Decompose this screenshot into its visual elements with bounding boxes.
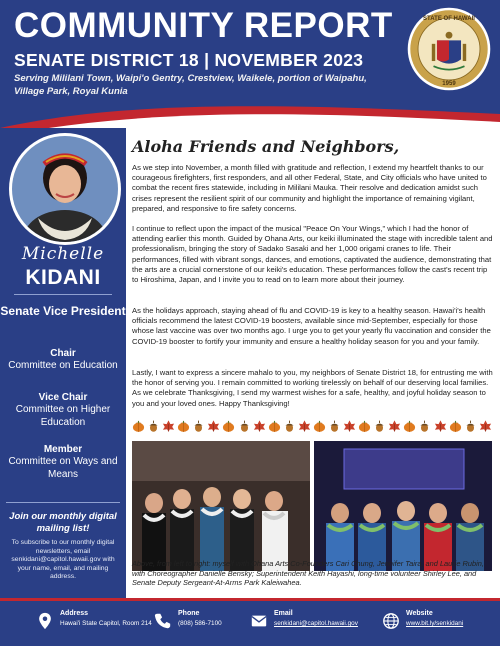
email-icon [250, 612, 268, 630]
main-content [132, 137, 492, 597]
mailing-list-title: Join our monthly digital mailing list! [9, 511, 117, 534]
website-link[interactable]: www.bit.ly/senkidani [406, 620, 464, 627]
address-label: Address [60, 610, 89, 617]
role-value-chair: Committee on Education [8, 360, 118, 371]
pumpkin-icon [403, 419, 416, 438]
acorn-icon [328, 419, 341, 438]
mailing-list-box [6, 502, 120, 594]
leaf-icon [479, 419, 492, 438]
photo-superintendent [314, 441, 492, 571]
seal-year: 1959 [442, 81, 456, 88]
acorn-icon [464, 419, 477, 438]
pumpkin-icon [132, 419, 145, 438]
seal-text: STATE OF HAWAII [423, 15, 475, 22]
acorn-icon [147, 419, 160, 438]
acorn-icon [418, 419, 431, 438]
senate-title: Senate Vice President [0, 304, 126, 318]
first-name-signature: Michelle [21, 244, 105, 264]
phone-label: Phone [178, 610, 200, 617]
footer-website [382, 610, 492, 640]
acorn-icon [283, 419, 296, 438]
acorn-icon [238, 419, 251, 438]
pumpkin-icon [222, 419, 235, 438]
footer-red-strip [0, 598, 500, 601]
photo-caption: Above, from left to right: myself with Ohana Arts Co-Founders Cari Chung, Jennifer Taira, and Laurie Rubin, with Choreographer Danielle Bensky; Superintendent Keith Hayashi, long-time volunteer Shirley Lee, and Senate Deputy Sergeant-At-Arms Park Kaleiwahea. [132, 559, 484, 588]
paragraph-4: Lastly, I want to express a sincere mahalo to you, my neighbors of Senate District 18, for entrusting me with the honor of serving you. I remain committed to working tirelessly on behalf of our deserving local families. As we celebrate Thanksgiving, I send my warmest wishes for a safe, healthy, and joyful holiday season to you and your loved ones. Happy Thanksgiving! [132, 368, 493, 408]
leaf-icon [434, 419, 447, 438]
autumn-decor-row [132, 420, 492, 436]
footer-email [250, 610, 370, 640]
leaf-icon [388, 419, 401, 438]
role-value-vice-chair: Committee on Higher Education [15, 404, 111, 428]
leaf-icon [298, 419, 311, 438]
website-label: Website [406, 610, 433, 617]
mailing-list-text: To subscribe to our monthly digital newsletters, email senkidani@capitol.hawaii.gov with your name, email, and mailing address. [11, 539, 115, 581]
pumpkin-icon [449, 419, 462, 438]
phone-icon [154, 612, 172, 630]
pumpkin-icon [358, 419, 371, 438]
greeting-heading: Aloha Friends and Neighbors, [132, 137, 400, 156]
email-label: Email [274, 610, 293, 617]
sidebar-divider [14, 294, 112, 295]
role-label-member: Member [43, 444, 83, 455]
acorn-icon [373, 419, 386, 438]
location-pin-icon [36, 612, 54, 630]
role-value-member: Committee on Ways and Means [8, 456, 118, 480]
leaf-icon [207, 419, 220, 438]
serving-areas: Serving Mililani Town, Waipi'o Gentry, Crestview, Waikele, portion of Waipahu, Village Park, Royal Kunia [14, 73, 367, 97]
last-name: KIDANI [25, 266, 101, 289]
address-value: Hawai'i State Capitol, Room 214 [60, 620, 152, 627]
leaf-icon [162, 419, 175, 438]
role-label-chair: Chair [50, 348, 76, 359]
role-label-vice-chair: Vice Chair [38, 392, 88, 403]
header-banner [0, 0, 500, 140]
phone-value: (808) 586-7100 [178, 620, 222, 627]
sidebar [0, 128, 126, 600]
footer [0, 598, 500, 646]
paragraph-1: As we step into November, a month filled with gratitude and reflection, I extend my heartfelt thanks to our courageous firefighters, first responders, and all other Federal, State, and City officials who have united to combat the recent fires statewide, including in Mililani Mauka. Their resolve and dedication amidst such crises represent the resilient spirit of our community and highlight the importance of remaining vigilant, prepared, and responsive to fire safety concerns. [132, 163, 487, 213]
state-seal-icon [406, 6, 492, 92]
pumpkin-icon [268, 419, 281, 438]
pumpkin-icon [313, 419, 326, 438]
report-subtitle: SENATE DISTRICT 18 | NOVEMBER 2023 [14, 50, 364, 70]
acorn-icon [192, 419, 205, 438]
globe-icon [382, 612, 400, 630]
leaf-icon [343, 419, 356, 438]
paragraph-3: As the holidays approach, staying ahead of flu and COVID-19 is key to a healthy season. Hawai'i's health officials recommend the latest COVID-19 boosters, available since mid-September, especially for those whose last vaccine was over two months ago. I urge you to get your yearly flu vaccination and consider the COVID-19 booster to fortify your immunity and ensure a healthy holiday season for you and your family. [132, 306, 491, 346]
pumpkin-icon [177, 419, 190, 438]
photo-ohana-arts [132, 441, 310, 571]
paragraph-2: I continue to reflect upon the impact of the musical "Peace On Your Wings," which I had the honor of attending earlier this month. Guided by Ohana Arts, our keiki illuminated the stage with incredible talent and professionalism, bringing the story of Sadako Sasaki and her 1,000 origami cranes to life. Their performances, filled with vibrant songs, dances, and emotions, captivated the audience, demonstrating that the arts are a crucial cornerstone of our keiki's education. These performances follow the cast's recent trip to Hiroshima, Japan, and I invite you to read on to learn more about their journey. [132, 224, 493, 285]
email-link[interactable]: senkidani@capitol.hawaii.gov [274, 620, 358, 627]
footer-phone [154, 610, 244, 640]
senator-portrait [8, 132, 122, 246]
leaf-icon [253, 419, 266, 438]
report-title: COMMUNITY REPORT [14, 6, 393, 45]
footer-address [36, 610, 156, 640]
